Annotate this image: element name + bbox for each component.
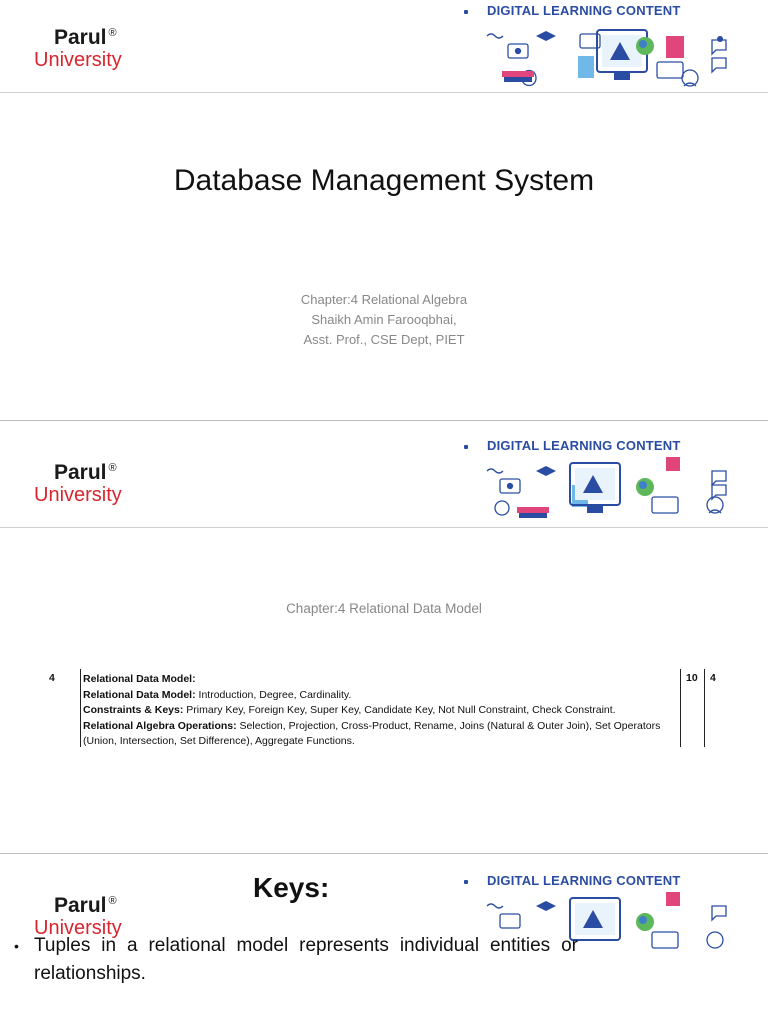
banner-title: DIGITAL LEARNING CONTENT	[487, 3, 681, 18]
slide-title	[0, 0, 768, 420]
topic-text-data-model: Introduction, Degree, Cardinality.	[195, 688, 352, 701]
education-illustration-icon	[462, 0, 762, 92]
topic-label-data-model: Relational Data Model:	[83, 688, 196, 701]
logo-parul-text: Parul	[54, 461, 107, 484]
syllabus-table-row	[44, 669, 734, 747]
logo-parul-text: Parul	[54, 894, 107, 917]
weightage: 4	[710, 672, 716, 684]
topic-label-operations: Relational Algebra Operations:	[83, 719, 237, 732]
topic-text-constraints: Primary Key, Foreign Key, Super Key, Candidate Key, Not Null Constraint, Check Constraint.	[183, 704, 616, 716]
registered-mark: ®	[108, 895, 117, 907]
slide-keys	[0, 854, 768, 1024]
unit-number: 4	[49, 672, 55, 684]
bullet-item	[14, 932, 578, 988]
column-divider	[680, 669, 681, 747]
subtitle-designation: Asst. Prof., CSE Dept, PIET	[303, 332, 465, 347]
topic-label-constraints: Constraints & Keys:	[83, 704, 184, 716]
subtitle-author: Shaikh Amin Farooqbhai,	[311, 312, 457, 327]
header-rule	[0, 92, 768, 93]
syllabus-heading: Relational Data Model:	[83, 673, 196, 685]
presentation-title: Database Management System	[173, 164, 595, 197]
logo-university-text: University	[34, 917, 122, 939]
parul-university-logo	[34, 457, 174, 506]
registered-mark: ®	[108, 27, 117, 39]
education-illustration-icon	[462, 435, 762, 527]
digital-learning-banner	[462, 0, 762, 92]
chapter-label: Chapter:4 Relational Data Model	[286, 601, 482, 616]
slide-syllabus	[0, 421, 768, 853]
registered-mark: ®	[108, 462, 117, 474]
column-divider	[80, 669, 81, 747]
digital-learning-banner	[462, 435, 762, 527]
logo-university-text: University	[34, 49, 122, 71]
keys-heading: Keys:	[253, 872, 330, 903]
syllabus-content	[83, 672, 683, 750]
banner-title: DIGITAL LEARNING CONTENT	[487, 438, 681, 453]
header-rule	[0, 527, 768, 528]
logo-parul-text: Parul	[54, 26, 107, 49]
logo-university-text: University	[34, 484, 122, 506]
banner-title: DIGITAL LEARNING CONTENT	[487, 873, 681, 888]
column-divider	[704, 669, 705, 747]
bullet-dot: •	[14, 938, 19, 954]
subtitle-chapter: Chapter:4 Relational Algebra	[300, 292, 468, 307]
teaching-hours: 10	[686, 672, 698, 684]
parul-university-logo	[34, 22, 174, 71]
topic-text-operations: Selection, Projection, Cross-Product, Rename, Joins (Natural & Outer Join), Set Operators (Union, Intersection, Set Difference), Aggregate Functions.	[83, 719, 661, 747]
bullet-text: Tuples in a relational model represents individual entities or relationships.	[34, 935, 578, 984]
